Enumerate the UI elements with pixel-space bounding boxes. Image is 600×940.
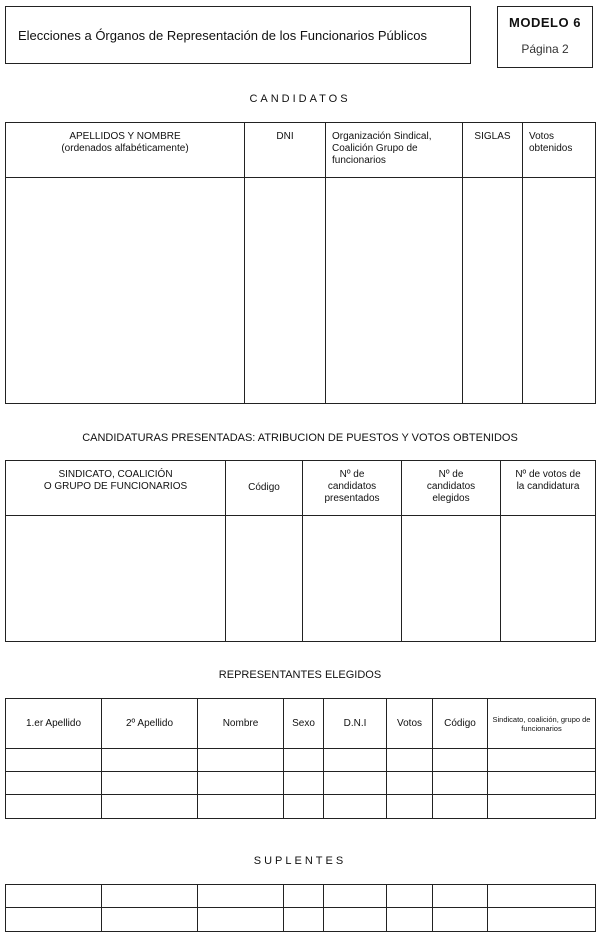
col-sexo: Sexo xyxy=(284,699,324,749)
table-row xyxy=(6,749,596,772)
col-segundo-apellido: 2º Apellido xyxy=(102,699,198,749)
col-votos: Votos xyxy=(387,699,433,749)
suplentes-table xyxy=(5,884,596,932)
col-primer-apellido: 1.er Apellido xyxy=(6,699,102,749)
table-row xyxy=(6,885,596,908)
col-apellidos-nombre: APELLIDOS Y NOMBRE (ordenados alfabéticamente) xyxy=(6,123,245,178)
model-box xyxy=(497,6,593,68)
cell-empty[interactable] xyxy=(226,516,303,642)
col-codigo: Código xyxy=(226,461,303,516)
cell-empty[interactable] xyxy=(6,178,245,404)
candidaturas-body-row xyxy=(6,516,596,642)
cell-empty[interactable] xyxy=(6,516,226,642)
candidatos-table xyxy=(5,122,596,404)
col-codigo: Código xyxy=(433,699,488,749)
col-votos-obtenidos: Votos obtenidos xyxy=(523,123,596,178)
model-label: MODELO 6 xyxy=(509,15,581,30)
col-organizacion: Organización Sindical, Coalición Grupo de funcionarios xyxy=(326,123,463,178)
candidatos-header-row xyxy=(6,123,596,178)
col-candidatos-presentados: Nº de candidatos presentados xyxy=(303,461,402,516)
suplentes-title: SUPLENTES xyxy=(253,855,347,867)
cell-empty[interactable] xyxy=(326,178,463,404)
col-candidatos-elegidos: Nº de candidatos elegidos xyxy=(402,461,501,516)
representantes-title: REPRESENTANTES ELEGIDOS xyxy=(218,669,382,681)
document-title-box xyxy=(5,6,471,64)
document-title: Elecciones a Órganos de Representación de los Funcionarios Públicos xyxy=(18,27,428,43)
col-dni: DNI xyxy=(245,123,326,178)
representantes-table xyxy=(5,698,596,819)
col-dni: D.N.I xyxy=(324,699,387,749)
cell-empty[interactable] xyxy=(463,178,523,404)
candidatos-body-row xyxy=(6,178,596,404)
page-label: Página 2 xyxy=(521,42,569,56)
cell-empty[interactable] xyxy=(501,516,596,642)
col-votos-candidatura: Nº de votos de la candidatura xyxy=(501,461,596,516)
col-sindicato-coalicion: Sindicato, coalición, grupo de funcionarios xyxy=(488,699,596,749)
candidaturas-header-row xyxy=(6,461,596,516)
col-sindicato: SINDICATO, COALICIÓN O GRUPO DE FUNCIONARIOS xyxy=(6,461,226,516)
table-row xyxy=(6,795,596,819)
cell-empty[interactable] xyxy=(402,516,501,642)
cell-empty[interactable] xyxy=(245,178,326,404)
representantes-header-row xyxy=(6,699,596,749)
col-nombre: Nombre xyxy=(198,699,284,749)
cell-empty[interactable] xyxy=(523,178,596,404)
candidaturas-title: CANDIDATURAS PRESENTADAS: ATRIBUCION DE PUESTOS Y VOTOS OBTENIDOS xyxy=(82,432,518,444)
table-row xyxy=(6,772,596,795)
candidaturas-table xyxy=(5,460,596,642)
col-siglas: SIGLAS xyxy=(463,123,523,178)
candidatos-title: CANDIDATOS xyxy=(249,93,351,105)
table-row xyxy=(6,908,596,932)
cell-empty[interactable] xyxy=(303,516,402,642)
